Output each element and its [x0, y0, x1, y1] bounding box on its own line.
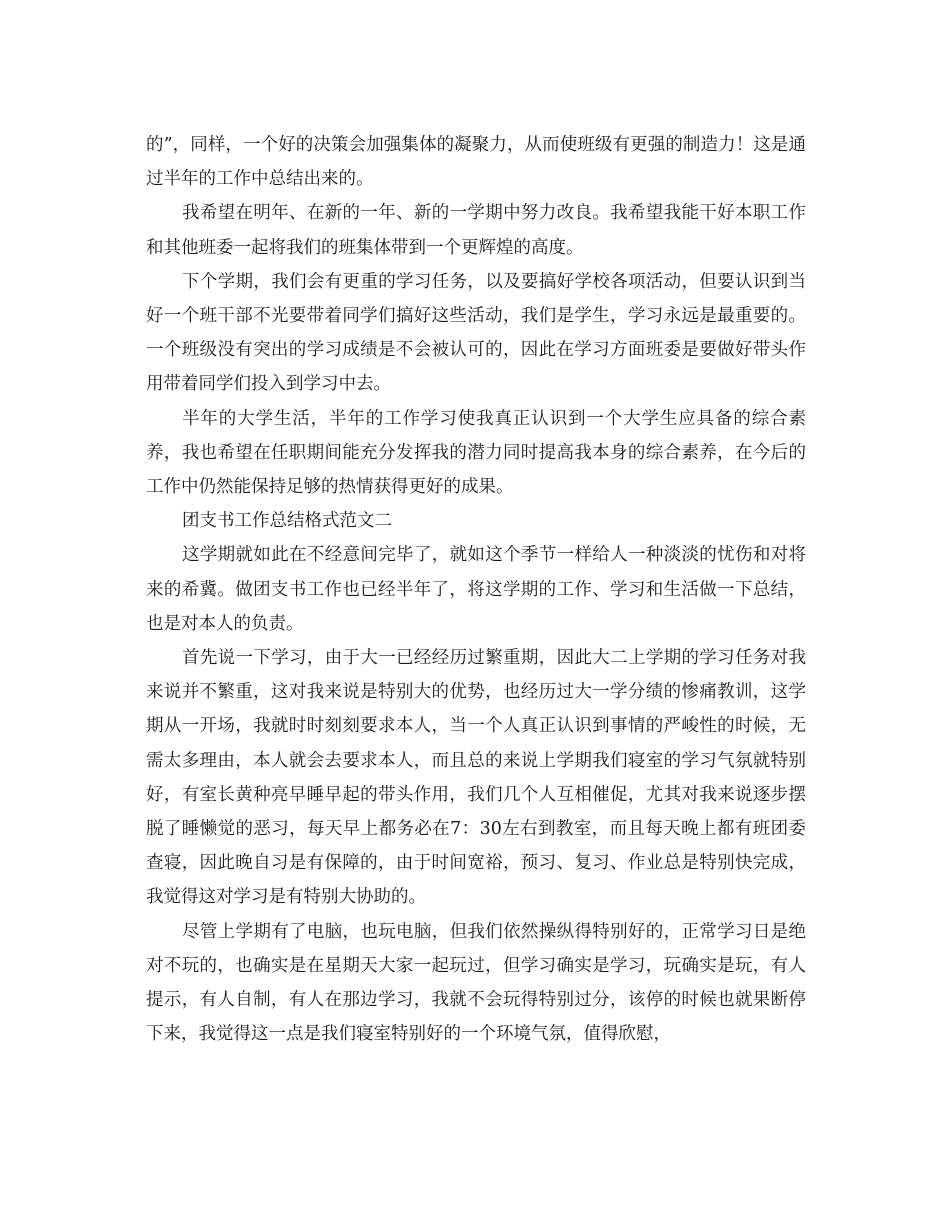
- paragraph-7: 尽管上学期有了电脑，也玩电脑，但我们依然操纵得特别好的，正常学习日是绝对不玩的，也确实是在星期天大家一起玩过，但学习确实是学习，玩确实是玩，有人提示，有人自制，有人在那边学习，我就不会玩得特别过分，该停的时候也就果断停下来，我觉得这一点是我们寝室特别好的一个环境气氛，值得欣慰，: [146, 921, 806, 1045]
- paragraph-4: 半年的大学生活，半年的工作学习使我真正认识到一个大学生应具备的综合素养，我也希望在任职期间能充分发挥我的潜力同时提高我本身的综合素养，在今后的工作中仍然能保持足够的热情获得更好的成果。: [146, 408, 806, 498]
- paragraph-6: 首先说一下学习，由于大一已经经历过繁重期，因此大二上学期的学习任务对我来说并不繁重，这对我来说是特别大的优势，也经历过大一学分绩的惨痛教训，这学期从一开场，我就时时刻刻要求本人，当一个人真正认识到事情的严峻性的时候，无需太多理由，本人就会去要求本人，而且总的来说上学期我们寝室的学习气氛就特别好，有室长黄种亮早睡早起的带头作用，我们几个人互相催促，尤其对我来说逐步摆脱了睡懒觉的恶习，每天早上都务必在7：30左右到教室，而且每天晚上都有班团委查寝，因此晚自习是有保障的，由于时间宽裕，预习、复习、作业总是特别快完成，我觉得这对学习是有特别大协助的。: [146, 648, 806, 908]
- document-body: [146, 128, 806, 1051]
- paragraph-1: 的”，同样，一个好的决策会加强集体的凝聚力，从而使班级有更强的制造力！这是通过半年的工作中总结出来的。: [146, 135, 806, 190]
- paragraph-5: 这学期就如此在不经意间完毕了，就如这个季节一样给人一种淡淡的忧伤和对将来的希冀。做团支书工作也已经半年了，将这学期的工作、学习和生活做一下总结，也是对本人的负责。: [146, 545, 806, 634]
- paragraph-2: 我希望在明年、在新的一年、新的一学期中努力改良。我希望我能干好本职工作和其他班委一起将我们的班集体带到一个更辉煌的高度。: [146, 203, 806, 258]
- section-heading: 团支书工作总结格式范文二: [182, 511, 392, 532]
- paragraph-3: 下个学期，我们会有更重的学习任务，以及要搞好学校各项活动，但要认识到当好一个班干部不光要带着同学们搞好这些活动，我们是学生，学习永远是最重要的。一个班级没有突出的学习成绩是不会被认可的，因此在学习方面班委是要做好带头作用带着同学们投入到学习中去。: [146, 271, 806, 395]
